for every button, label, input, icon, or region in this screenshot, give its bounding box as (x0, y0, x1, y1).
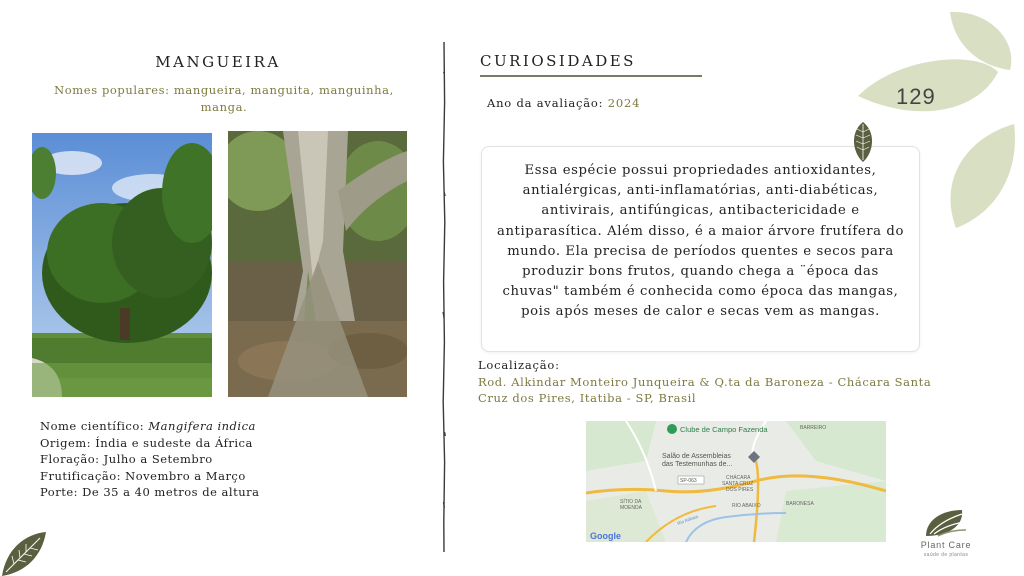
location-address: Rod. Alkindar Monteiro Junqueira & Q.ta da Baroneza - Chácara Santa Cruz dos Pires, Itatiba - SP, Brasil (478, 375, 932, 405)
fact-scientific-name: Nome científico: Mangifera indica (40, 419, 256, 433)
popular-names: Nomes populares: mangueira, manguita, manguinha, manga. (54, 83, 394, 114)
trunk-photo (228, 131, 407, 397)
map-label-chacara-3: DOS PIRES (726, 487, 754, 493)
column-divider (441, 42, 447, 552)
map-label-salao-2: das Testemunhas de... (662, 461, 733, 468)
map-road-label: SP-063 (680, 478, 697, 484)
evaluation-year: Ano da avaliação: 2024 (487, 96, 641, 110)
map-label-barreiro: BARREIRO (800, 425, 827, 431)
plant-care-logo-icon (912, 508, 980, 540)
curiosity-text: Essa espécie possui propriedades antioxidantes, antialérgicas, anti-inflamatórias, anti-diabéticas, antivirais, antifúngicas, antibactericidade e antiparasítica. Além disso, é a maior árvore frutífera do mundo. Ela precisa de períodos quentes e secos para produzir bons frutos, quando chega a ¨época das chuvas" também é conhecida como época das mangas, pois após meses de calor e secas vem as mangas. (497, 163, 904, 320)
fact-fruiting: Frutificação: Novembro a Março (40, 468, 246, 483)
map-label-chacara-2: SANTA CRUZ (722, 481, 754, 487)
tree-photo (32, 133, 212, 397)
map-label-baronesa: BARONESA (786, 501, 814, 507)
leaf-decoration-icon (0, 530, 48, 576)
location-map[interactable] (586, 421, 886, 542)
fact-size: Porte: De 35 a 40 metros de altura (40, 485, 260, 499)
leaves-decoration-icon (858, 0, 1024, 240)
species-title: MANGUEIRA (155, 53, 281, 71)
map-label-sitio-2: MOENDA (620, 505, 642, 511)
curiosity-card (481, 146, 920, 352)
map-label-sitio-1: SÍTIO DA (620, 499, 642, 505)
title-underline (480, 75, 702, 77)
map-label-salao-1: Salão de Assembleias (662, 453, 731, 460)
fact-origin: Origem: Índia e sudeste da África (40, 435, 253, 450)
page-number: 129 (896, 84, 936, 109)
logo-tagline: saúde de plantas (923, 552, 969, 558)
fact-flowering: Floração: Julho a Setembro (40, 452, 213, 466)
map-label-club: Clube de Campo Fazenda (680, 425, 768, 434)
map-label-river: Rio Atibaia (676, 513, 699, 526)
map-label-chacara-1: CHÁCARA (726, 475, 751, 481)
google-logo: Google (590, 531, 621, 541)
map-label-rio-abaixo: RIO ABAIXO (732, 503, 761, 509)
small-leaf-icon (852, 122, 874, 162)
species-facts (40, 418, 360, 501)
logo-name: Plant Care (920, 540, 972, 550)
plant-care-logo (912, 508, 980, 566)
location-label: Localização: (478, 358, 560, 372)
curiosities-title: CURIOSIDADES (480, 52, 636, 70)
